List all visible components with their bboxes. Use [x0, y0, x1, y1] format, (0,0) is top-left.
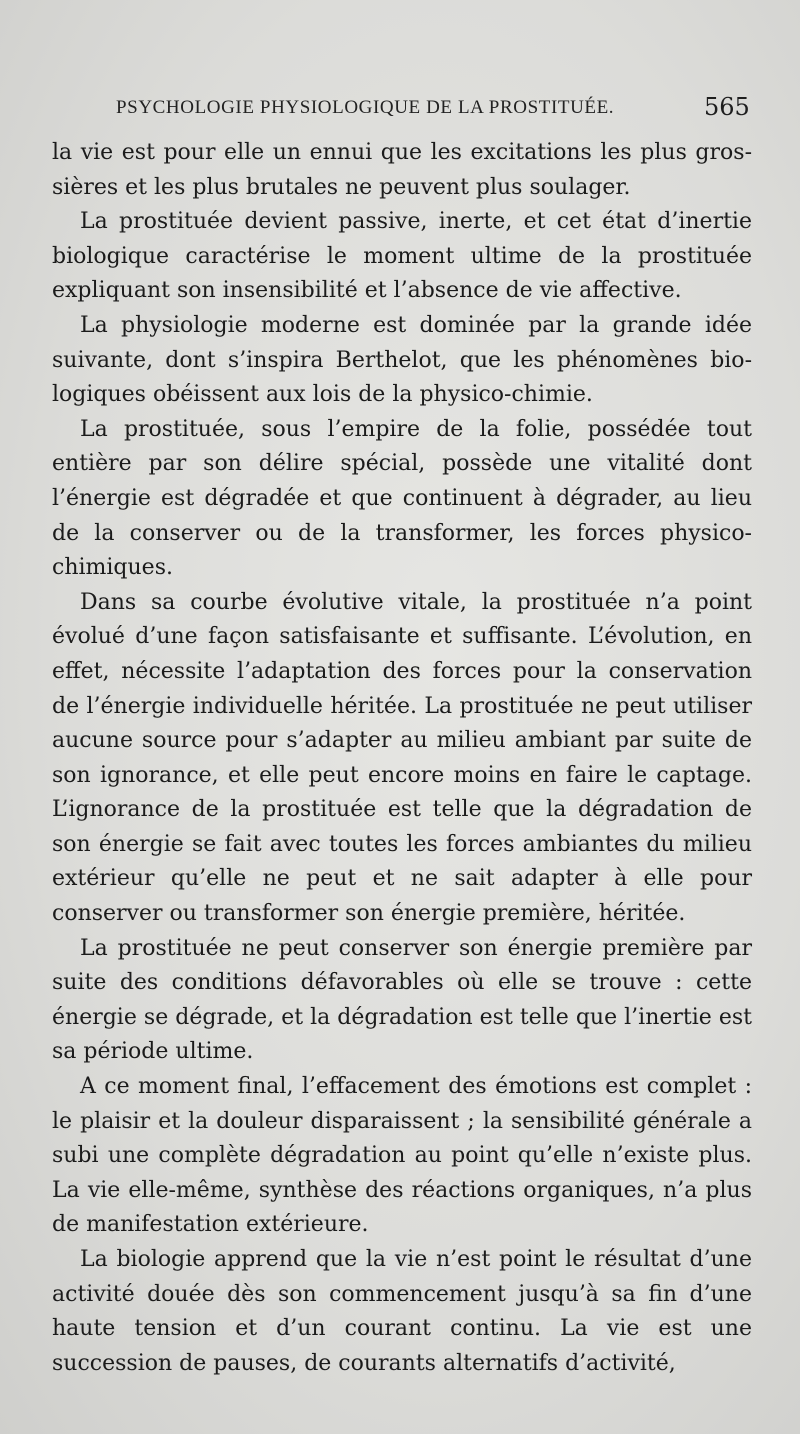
paragraph-continuation: la vie est pour elle un ennui que les excitations les plus grossières et les plus brutales ne peuvent plus soulager.: [52, 140, 752, 200]
body-text: [52, 136, 752, 1381]
paragraph: La physiologie moderne est dominée par la grande idée suivante, dont s’inspira Berthelot, que les phénomènes biologiques obéissent aux lois de la physico-chimie.: [52, 312, 752, 408]
paragraph: Dans sa courbe évolutive vitale, la prostituée n’a point évolué d’une façon satisfaisante et suffisante. L’évolution, en effet, nécessite l’adaptation des forces pour la conservation de l’énergie individuelle héritée. La prostituée ne peut utiliser aucune source pour s’adapter au milieu ambiant par suite de son ignorance, et elle peut encore moins en faire le captage. L’ignorance de la prostituée est telle que la dégradation de son énergie se fait avec toutes les forces ambiantes du milieu extérieur qu’elle ne peut et ne sait adapter à elle pour conserver ou transformer son énergie première, héritée.: [52, 589, 752, 927]
page-header: [0, 92, 800, 132]
paragraph: La prostituée devient passive, inerte, et cet état d’inertie biologique caractérise le moment ultime de la prostituée expliquant son insensibilité et l’absence de vie affective.: [52, 209, 752, 304]
page-number: 565: [704, 93, 750, 121]
paragraph: A ce moment final, l’effacement des émotions est complet : le plaisir et la douleur disparaissent ; la sensibilité générale a subi une complète dégradation au point qu’elle n’existe plus. La vie elle-même, synthèse des réactions organiques, n’a plus de manifestation extérieure.: [52, 1074, 752, 1238]
paragraph: La prostituée ne peut conserver son énergie première par suite des conditions défavorables où elle se trouve : cette énergie se dégrade, et la dégradation est telle que l’inertie est sa période ultime.: [52, 935, 752, 1065]
paragraph: La prostituée, sous l’empire de la folie, possédée tout entière par son délire spécial, possède une vitalité dont l’énergie est dégradée et que continuent à dégrader, au lieu de la conserver ou de la transformer, les forces physico-chimiques.: [52, 416, 752, 581]
paragraph: La biologie apprend que la vie n’est point le résultat d’une activité douée dès son commencement jusqu’à sa fin d’une haute tension et d’un courant continu. La vie est une succession de pauses, de courants alternatifs d’activité,: [52, 1247, 752, 1376]
running-head: PSYCHOLOGIE PHYSIOLOGIQUE DE LA PROSTITUÉE.: [116, 97, 615, 118]
